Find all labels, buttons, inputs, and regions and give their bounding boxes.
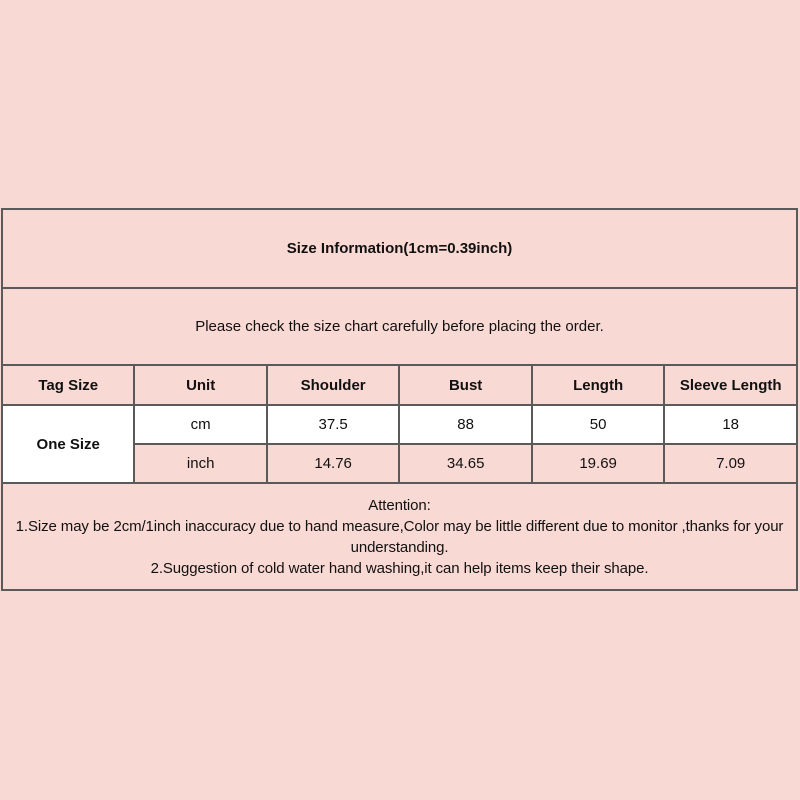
- column-header-length: Length: [532, 365, 664, 405]
- table-row-cm: [2, 405, 797, 444]
- sleeve-length-value-inch: 7.09: [664, 444, 797, 483]
- length-value-inch: 19.69: [532, 444, 664, 483]
- unit-value-cm: cm: [134, 405, 266, 444]
- size-chart-title: Size Information(1cm=0.39inch): [2, 209, 797, 288]
- shoulder-value-cm: 37.5: [267, 405, 400, 444]
- tag-size-value: One Size: [2, 405, 134, 483]
- attention-note-1: 1.Size may be 2cm/1inch inaccuracy due to hand measure,Color may be little different due to monitor ,thanks for your understanding.: [15, 517, 784, 556]
- unit-value-inch: inch: [134, 444, 266, 483]
- title-row: [2, 209, 797, 288]
- size-chart-subtitle: Please check the size chart carefully before placing the order.: [2, 288, 797, 365]
- sleeve-length-value-cm: 18: [664, 405, 797, 444]
- bust-value-inch: 34.65: [399, 444, 532, 483]
- attention-note-2: 2.Suggestion of cold water hand washing,it can help items keep their shape.: [150, 559, 649, 577]
- size-chart-table: [1, 208, 798, 591]
- length-value-cm: 50: [532, 405, 664, 444]
- attention-row: [2, 483, 797, 590]
- column-header-unit: Unit: [134, 365, 266, 405]
- attention-note: [2, 483, 797, 590]
- shoulder-value-inch: 14.76: [267, 444, 400, 483]
- header-row: [2, 365, 797, 405]
- subtitle-row: [2, 288, 797, 365]
- column-header-tag-size: Tag Size: [2, 365, 134, 405]
- column-header-shoulder: Shoulder: [267, 365, 400, 405]
- bust-value-cm: 88: [399, 405, 532, 444]
- attention-heading: Attention:: [368, 496, 431, 514]
- column-header-sleeve-length: Sleeve Length: [664, 365, 797, 405]
- column-header-bust: Bust: [399, 365, 532, 405]
